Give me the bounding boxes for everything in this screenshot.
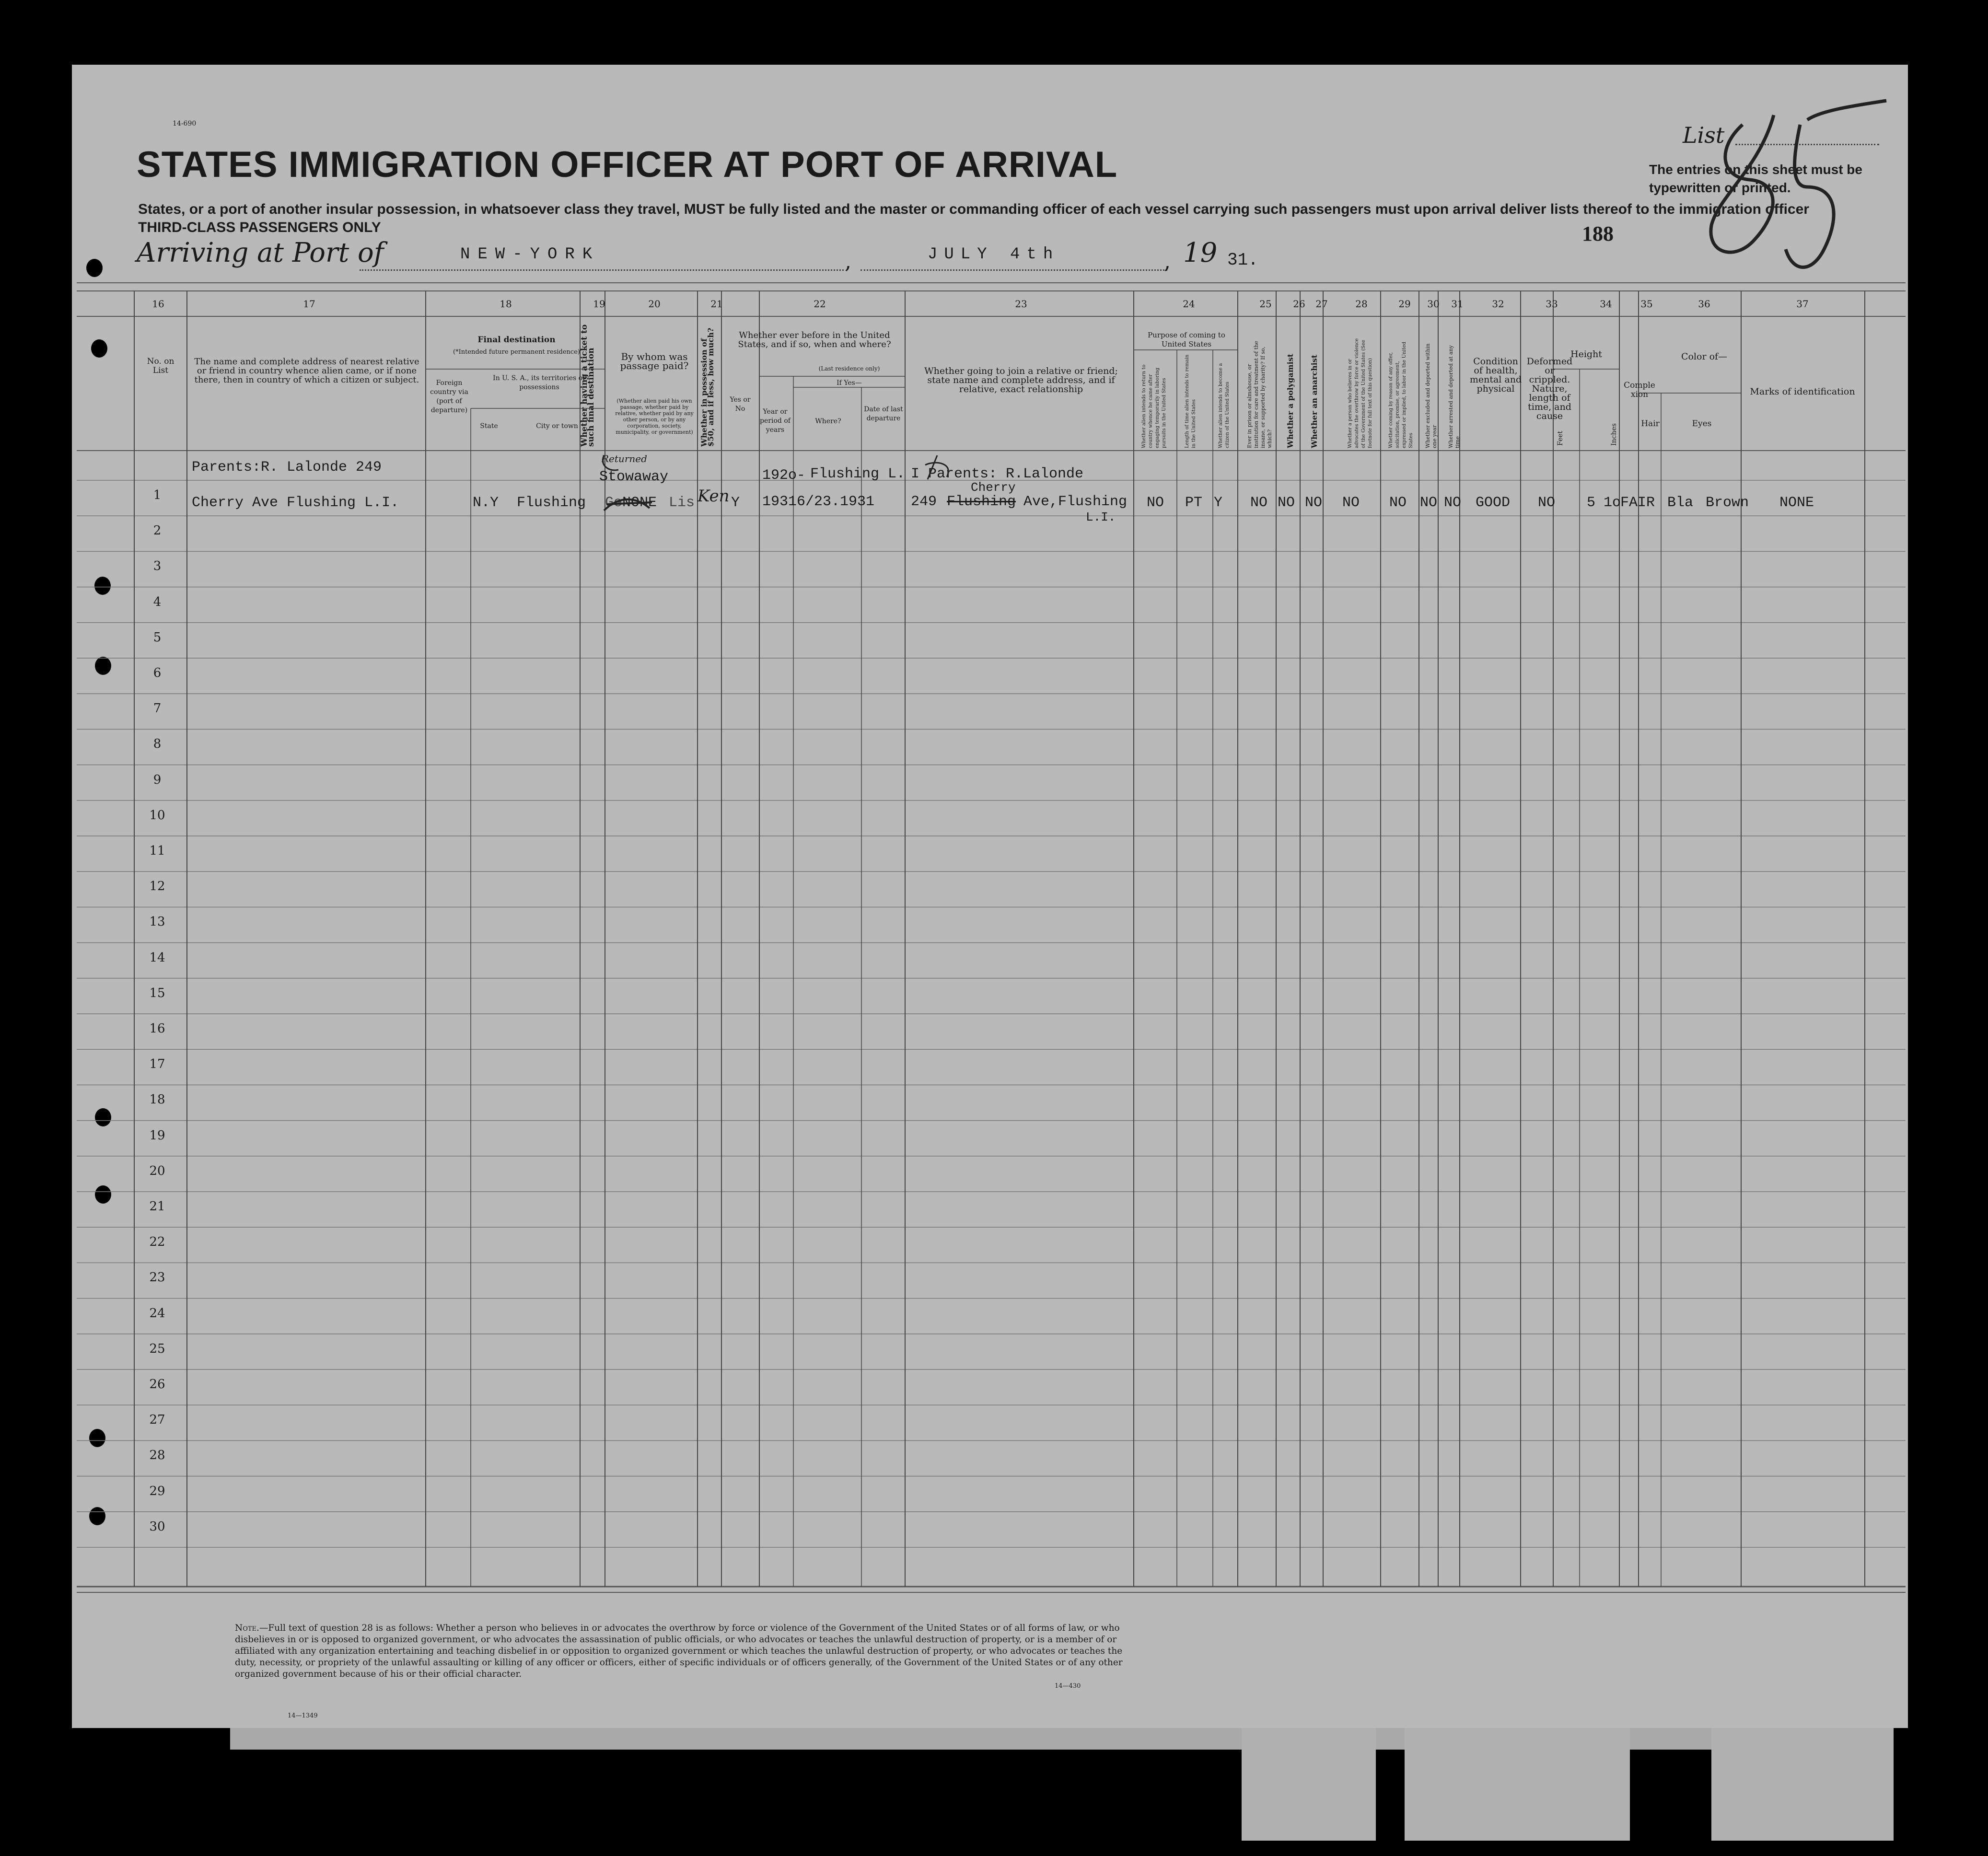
- footnote-code: 14—430: [1055, 1682, 1081, 1690]
- column-number: 21: [710, 298, 723, 310]
- passage-paid-value: Stowaway: [599, 469, 669, 485]
- col-join-relative: Whether going to join a relative or friend; state name and complete address, and if relative, exact relationship: [924, 366, 1118, 394]
- row-number: 30: [149, 1519, 165, 1534]
- pen-annotations: [590, 451, 964, 527]
- prison-value: NO: [1250, 495, 1268, 511]
- row-number: 8: [153, 737, 162, 752]
- col-money: Whether in possession of $50, and if less, how much?: [699, 327, 715, 447]
- row-number: 28: [149, 1448, 165, 1463]
- row-number: 23: [149, 1270, 165, 1285]
- row-number: 10: [149, 808, 165, 823]
- column-number: 33: [1546, 298, 1558, 310]
- sheet-number: 188: [1582, 222, 1614, 245]
- column-number: 27: [1315, 298, 1328, 310]
- column-number: 20: [648, 298, 661, 310]
- row-number: 16: [149, 1021, 165, 1036]
- col-yes-no: Yes or No: [730, 396, 751, 413]
- col-complexion: Complexion: [1624, 381, 1655, 399]
- col-ticket: Whether having a ticket to such final destination: [580, 324, 596, 447]
- page-title: STATES IMMIGRATION OFFICER AT PORT OF ARRIVAL: [137, 144, 1118, 185]
- height-inches-value: 1o: [1604, 495, 1621, 511]
- anarchist-value: NO: [1305, 495, 1323, 511]
- join-line1b: Cherry: [971, 480, 1016, 495]
- ever-before-where: Flushing L.: [810, 466, 906, 482]
- row-number: 21: [149, 1199, 165, 1214]
- height-feet-value: 5: [1587, 495, 1596, 511]
- row-number: 15: [149, 986, 165, 1000]
- arriving-label: Arriving at Port of: [137, 237, 384, 268]
- col-foreign-country: Foreign country via (port of departure): [430, 379, 468, 414]
- row-number: 17: [149, 1057, 165, 1072]
- row-number: 5: [153, 630, 162, 645]
- col-labor-offer: Whether coming by reason of any offer, solicitation, promise, or agreement, expressed or implied, to labor in the United States: [1388, 341, 1414, 448]
- column-number: 18: [500, 298, 512, 310]
- money-mark: Ken: [698, 487, 730, 506]
- footnote-label: Note.: [235, 1623, 259, 1633]
- col-feet: Feet: [1557, 430, 1564, 446]
- column-number: 26: [1293, 298, 1305, 310]
- col-eyes: Eyes: [1692, 419, 1712, 429]
- col-final-destination: Final destination: [477, 335, 556, 345]
- col-passage-paid: By whom was passage paid?: [620, 351, 689, 371]
- join-line2-rest: Ave,Flushing: [1023, 494, 1128, 510]
- row-number: 2: [153, 523, 162, 538]
- col-year-period: Year or period of years: [760, 408, 791, 434]
- row-number: 22: [149, 1235, 165, 1250]
- col-where: Where?: [815, 418, 841, 425]
- col-purpose-c: Whether alien intends to become a citizen of the United States: [1218, 363, 1230, 448]
- footnote: [235, 1623, 1131, 1680]
- year-value: 31.: [1227, 250, 1258, 270]
- column-number: 19: [593, 298, 605, 310]
- column-number: 23: [1015, 298, 1027, 310]
- column-number: 17: [303, 298, 315, 310]
- col-ever-before: Whether ever before in the United States, and if so, when and where?: [738, 330, 891, 349]
- polygamist-value: NO: [1278, 495, 1295, 511]
- row-number: 12: [149, 879, 165, 894]
- column-number: 24: [1183, 298, 1195, 310]
- col-purpose-b: Length of time alien intends to remain in the United States: [1185, 354, 1197, 448]
- column-number: 34: [1600, 298, 1612, 310]
- class-line: THIRD-CLASS PASSENGERS ONLY: [138, 220, 381, 235]
- col-usa: In U. S. A., its territories or possessions: [493, 374, 586, 391]
- deformed-value: NO: [1538, 495, 1556, 511]
- ticket-note: Returned: [602, 453, 647, 464]
- col-passage-paid-sub: (Whether alien paid his own passage, whether paid by relative, whether paid by any other person, or by any corporation, society, municipality, or government): [615, 398, 694, 435]
- col-prison: Ever in prison or almshouse, or institution for care and treatment of the insane, or supported by charity? If so, which?: [1246, 341, 1273, 448]
- column-number: 30: [1427, 298, 1440, 310]
- col-if-yes: If Yes—: [837, 379, 862, 387]
- join-line1: I Parents: R.Lalonde: [911, 466, 1084, 482]
- destination-city: Flushing: [517, 495, 586, 511]
- row-number: 7: [153, 701, 162, 716]
- row-number: 9: [153, 772, 162, 787]
- row-number: 1: [153, 488, 162, 502]
- row-number: 6: [153, 666, 162, 680]
- col-final-destination-sub: (*Intended future permanent residence): [453, 348, 580, 356]
- col-no-on-list: No. on List: [147, 357, 174, 375]
- complexion-value: FAIR: [1620, 495, 1655, 511]
- column-number: 31: [1451, 298, 1464, 310]
- date-value: JULY 4th: [928, 245, 1060, 264]
- col-city: City or town: [536, 422, 578, 430]
- join-line3: L.I.: [1086, 510, 1116, 524]
- passage-struck: Ge: [605, 495, 623, 511]
- row-number: 4: [153, 594, 162, 609]
- column-number: 22: [814, 298, 826, 310]
- col-anarchist: Whether an anarchist: [1310, 354, 1319, 448]
- join-struck: Flushing: [947, 494, 1016, 510]
- col-color: Color of—: [1681, 351, 1728, 362]
- arrested-value: NO: [1444, 495, 1462, 511]
- row-number: 18: [149, 1092, 165, 1107]
- row-number: 3: [153, 559, 162, 574]
- relative-abroad-line1: Parents:R. Lalonde 249: [192, 459, 382, 476]
- column-number: 29: [1398, 298, 1411, 310]
- column-number: 16: [152, 298, 164, 310]
- passage-note: NONE: [622, 495, 657, 511]
- column-number: 37: [1796, 298, 1809, 310]
- port-value: NEW-YORK: [460, 245, 600, 264]
- purpose-c-value: Y: [1214, 495, 1223, 511]
- col-height: Height: [1570, 349, 1602, 360]
- row-number: 14: [149, 950, 165, 965]
- hair-value: Bla: [1667, 495, 1694, 511]
- column-number: 35: [1640, 298, 1653, 310]
- footnote-text: —Full text of question 28 is as follows: Whether a person who believes in or advocates the overthrow by force or violence of the Government of the United States or of all forms of law, or who disbelieves in or is opposed to organized government, or who advocates the assassination of public officials, or who advocates or teaches the unlawful destruction of property, or is a member of or affiliated with any organization entertaining and teaching disbelief in or opposition to organized government or which teaches the unlawful destruction of property, or who advocates or teaches the duty, necessity, or propriety of the unlawful assaulting or killing of any officer or officers, either of specific individuals or of officers generally, of the Government of the United States or of any other organized government because of his or their official character.: [235, 1623, 1123, 1679]
- col-arrested: Whether arrested and deported at any time: [1448, 345, 1461, 448]
- col-hair: Hair: [1641, 419, 1660, 429]
- marks-value: NONE: [1779, 495, 1814, 511]
- col-overthrow: Whether a person who believes in or advocates the overthrow by force or violence of the Government of the United States (See footnote for full text of this question): [1348, 338, 1373, 448]
- overthrow-value: NO: [1342, 495, 1360, 511]
- labor-offer-value: NO: [1389, 495, 1407, 511]
- column-number: 28: [1355, 298, 1368, 310]
- col-purpose: Purpose of coming to United States: [1148, 331, 1225, 348]
- excluded-value: NO: [1420, 495, 1438, 511]
- column-number: 25: [1259, 298, 1272, 310]
- eyes-value: Brown: [1706, 495, 1749, 511]
- col-purpose-a: Whether alien intends to return to country whence he came after engaging temporarily in laboring pursuits in the United States: [1141, 364, 1167, 448]
- col-ever-before-sub: (Last residence only): [818, 365, 880, 372]
- row-number: 20: [149, 1163, 165, 1178]
- ever-before-yes-no: Y: [731, 495, 740, 511]
- row-number: 29: [149, 1484, 165, 1498]
- col-inches: Inches: [1610, 423, 1618, 446]
- years-period-bottom: 1931: [762, 494, 797, 510]
- col-date-departure: Date of last departure: [864, 406, 903, 422]
- col-health: Condition of health, mental and physical: [1469, 356, 1522, 394]
- col-relative-abroad: The name and complete address of nearest relative or friend in country whence alien came, or if none there, then in country of which a citizen or subject.: [194, 357, 419, 385]
- destination-state: N.Y: [473, 495, 499, 511]
- relative-abroad-line2: Cherry Ave Flushing L.I.: [192, 495, 399, 511]
- col-deformed: Deformed or crippled. Nature, length of time, and cause: [1526, 356, 1573, 421]
- years-period-top: 192o-: [762, 467, 806, 484]
- passage-struck-2: Lis: [669, 495, 695, 511]
- underlying-form-code: 14—1349: [288, 1712, 318, 1719]
- col-polygamist: Whether a polygamist: [1286, 353, 1295, 448]
- column-number: 32: [1492, 298, 1504, 310]
- col-excluded: Whether excluded and deported within one year: [1425, 343, 1438, 448]
- row-number: 26: [149, 1377, 165, 1392]
- form-code: 14-690: [173, 120, 197, 128]
- column-number: 36: [1698, 298, 1710, 310]
- col-marks: Marks of identification: [1750, 386, 1855, 397]
- row-number: 19: [149, 1128, 165, 1143]
- row-number: 11: [149, 844, 165, 858]
- typewritten-note: The entries on this sheet must be typewritten or printed.: [1649, 162, 1862, 195]
- year-prefix: 19: [1183, 237, 1218, 268]
- health-value: GOOD: [1476, 495, 1511, 511]
- instruction-line: States, or a port of another insular possession, in whatsoever class they travel, MUST be fully listed and the master or commanding officer of each vessel carrying such passengers must upon arrival deliver lists thereof to the immigration officer: [138, 201, 1809, 217]
- purpose-b-value: PT: [1185, 495, 1203, 511]
- row-number: 24: [149, 1306, 165, 1321]
- join-line2-num: 249: [911, 494, 937, 510]
- row-number: 25: [149, 1341, 165, 1356]
- last-departure-date: 6/23.1931: [797, 494, 875, 510]
- row-number: 27: [149, 1413, 165, 1427]
- purpose-a-value: NO: [1147, 495, 1164, 511]
- row-number: 13: [149, 915, 165, 929]
- col-state: State: [480, 422, 498, 430]
- list-label: List: [1683, 122, 1725, 148]
